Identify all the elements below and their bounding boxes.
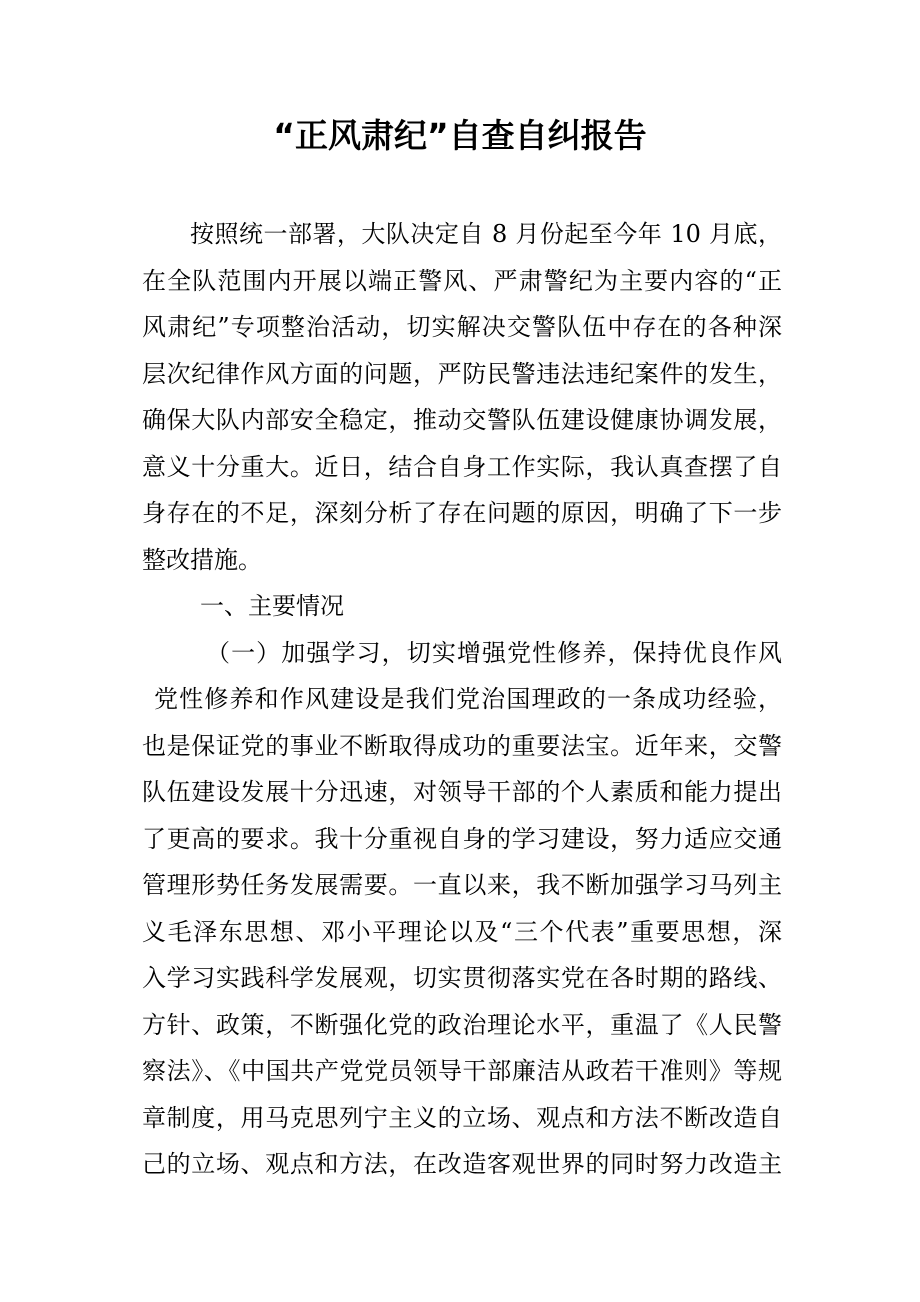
document-body [142,211,782,1188]
paragraph-line: 意义十分重大。近日，结合自身工作实际，我认真查摆了自 [142,452,782,481]
paragraph-line: 身存在的不足，深刻分析了存在问题的原因，明确了下一步 [142,499,782,527]
paragraph-line: 察法》、《中国共产党党员领导干部廉洁从政若干准则》等规 [142,1057,782,1085]
paragraph-line: 队伍建设发展十分迅速，对领导干部的个人素质和能力提出 [142,778,782,806]
paragraph-line: 管理形势任务发展需要。一直以来，我不断加强学习马列主 [142,871,782,899]
paragraph-line: 确保大队内部安全稳定，推动交警队伍建设健康协调发展， [142,406,782,434]
paragraph-line: 层次纪律作风方面的问题，严防民警违法违纪案件的发生， [142,359,782,388]
paragraph-line: 方针、政策，不断强化党的政治理论水平，重温了《人民警 [142,1010,782,1039]
paragraph-line: 己的立场、观点和方法，在改造客观世界的同时努力改造主 [142,1150,782,1178]
paragraph-line: 按照统一部署，大队决定自 8 月份起至今年 10 月底， [190,220,782,248]
paragraph-line: 风肃纪”专项整治活动，切实解决交警队伍中存在的各种深 [142,313,782,341]
paragraph-line: 了更高的要求。我十分重视自身的学习建设，努力适应交通 [142,824,782,853]
paragraph-line: 党性修养和作风建设是我们党治国理政的一条成功经验， [154,685,782,713]
paragraph-line: 整改措施。 [142,545,262,574]
paragraph-line: 也是保证党的事业不断取得成功的重要法宝。近年来，交警 [142,731,782,760]
paragraph-line: 入学习实践科学发展观，切实贯彻落实党在各时期的路线、 [142,964,782,992]
document-title: “正风肃纪”自查自纠报告 [273,116,647,155]
paragraph-line: 在全队范围内开展以端正警风、严肃警纪为主要内容的“正 [142,266,782,295]
paragraph-line: 章制度，用马克思列宁主义的立场、观点和方法不断改造自 [142,1103,782,1132]
subsection-heading: （一）加强学习，切实增强党性修养，保持优良作风 [206,638,782,667]
section-heading: 一、主要情况 [200,592,344,620]
paragraph-line: 义毛泽东思想、邓小平理论以及“三个代表”重要思想，深 [142,917,782,946]
